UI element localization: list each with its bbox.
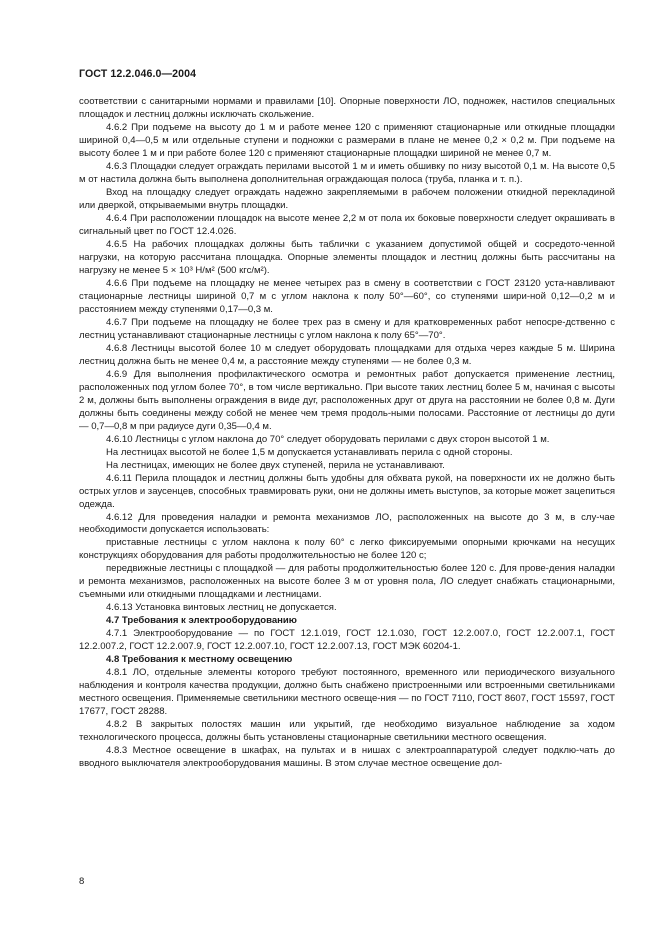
paragraph: передвижные лестницы с площадкой — для работы продолжительностью более 120 с. Для прове-дения наладки и ремонта механизмов, расположенных на высоте более 3 м от уровня пола, ЛО следует снабжать стационарными, съемными или откидными площадками и лестницами. [79, 563, 615, 601]
document-body [79, 96, 615, 771]
paragraph: 4.8.2 В закрытых полостях машин или укрытий, где необходимо визуальное наблюдение за ходом технологического процесса, должны быть установлены стационарные светильники местного освещения. [79, 719, 615, 744]
paragraph: приставные лестницы с углом наклона к полу 60° с легко фиксируемыми опорными крючками на несущих конструкциях оборудования для работы продолжительностью не более 120 с; [79, 537, 615, 562]
standard-header: ГОСТ 12.2.046.0—2004 [79, 68, 197, 80]
section-heading: 4.7 Требования к электрооборудованию [106, 615, 297, 627]
paragraph: 4.6.5 На рабочих площадках должны быть таблички с указанием допустимой общей и сосредото-ченной нагрузки, на которую рассчитана площадка. Опорные элементы площадок и лестниц должны быть рассчитаны на нагрузку не менее 5 × 10³ Н/м² (500 кгс/м²). [79, 238, 615, 276]
paragraph: 4.7.1 Электрооборудование — по ГОСТ 12.1.019, ГОСТ 12.1.030, ГОСТ 12.2.007.0, ГОСТ 12.2.007.1, ГОСТ 12.2.007.2, ГОСТ 12.2.007.9, ГОСТ 12.2.007.10, ГОСТ 12.2.007.13, ГОСТ МЭК 60204-1. [79, 628, 615, 653]
paragraph: На лестницах, имеющих не более двух ступеней, перила не устанавливают. [106, 459, 445, 471]
paragraph: 4.6.9 Для выполнения профилактического осмотра и ремонтных работ допускается применение лестниц, расположенных под углом более 70°, в том числе вертикально. При высоте таких лестниц более 5 м, начиная с высоты 2 м, должны быть выполнены ограждения в виде дуг, расположенных друг от друга на расстоянии не более 0,8 м. Дуги должны быть соединены между собой не менее чем тремя продоль-ными полосами. Расстояние от лестницы до дуги — 0,7—0,8 м при радиусе дуги 0,35—0,4 м. [79, 368, 615, 432]
paragraph: Вход на площадку следует ограждать надежно закрепляемыми в рабочем положении откидной перекладиной или дверкой, открываемыми внутрь площадки. [79, 186, 615, 211]
paragraph: 4.8.1 ЛО, отдельные элементы которого требуют постоянного, временного или периодического визуального наблюдения и контроля качества продукции, должно быть снабжено пристроенными или встроенными светильниками местного освещения. Применяемые светильники местного освеще-ния — по ГОСТ 7110, ГОСТ 8607, ГОСТ 15597, ГОСТ 17677, ГОСТ 28288. [79, 667, 615, 718]
paragraph: 4.6.11 Перила площадок и лестниц должны быть удобны для обхвата рукой, на поверхности их не должно быть острых углов и заусенцев, способных травмировать руки, они не должны иметь выступов, за которые может зацепиться одежда. [79, 472, 615, 510]
paragraph: 4.6.12 Для проведения наладки и ремонта механизмов ЛО, расположенных на высоте до 3 м, в слу-чае необходимости допускается использовать: [79, 511, 615, 536]
paragraph: 4.6.2 При подъеме на высоту до 1 м и работе менее 120 с применяют стационарные или откидные площадки шириной 0,4—0,5 м или отдельные ступени и подножки с размерами в плане не менее 0,2 × 0,2 м. При подъеме на высоту более 1 м и при работе более 120 с применяют стационарные площадки шириной не менее 0,7 м. [79, 121, 615, 159]
paragraph: 4.6.7 При подъеме на площадку не более трех раз в смену и для кратковременных работ непосре-дственно с лестниц устанавливают стационарные лестницы с углом наклона к полу 65°—70°. [79, 316, 615, 341]
paragraph: 4.6.3 Площадки следует ограждать перилами высотой 1 м и иметь обшивку по низу высотой 0,1 м. На высоте 0,5 м от настила должна быть выполнена дополнительная ограждающая полоса (труба, планка и т. п.). [79, 160, 615, 185]
paragraph: 4.6.10 Лестницы с углом наклона до 70° следует оборудовать перилами с двух сторон высотой 1 м. [106, 433, 550, 445]
page-number: 8 [79, 876, 85, 887]
section-heading: 4.8 Требования к местному освещению [106, 654, 293, 666]
paragraph: соответствии с санитарными нормами и правилами [10]. Опорные поверхности ЛО, подножек, настилов специальных площадок и лестниц должны исключать скольжение. [79, 96, 615, 120]
paragraph: 4.6.4 При расположении площадок на высоте менее 2,2 м от пола их боковые поверхности следует окрашивать в сигнальный цвет по ГОСТ 12.4.026. [79, 212, 615, 237]
paragraph: 4.6.13 Установка винтовых лестниц не допускается. [106, 602, 337, 614]
paragraph: На лестницах высотой не более 1,5 м допускается устанавливать перила с одной стороны. [106, 446, 513, 458]
paragraph: 4.6.6 При подъеме на площадку не менее четырех раз в смену в соответствии с ГОСТ 23120 уста-навливают стационарные лестницы шириной 0,7 м с углом наклона к полу 50°—60°, со ступенями шири-ной 0,12—0,2 м и расстоянием между ступенями 0,17—0,3 м. [79, 277, 615, 315]
paragraph: 4.8.3 Местное освещение в шкафах, на пультах и в нишах с электроаппаратурой следует подклю-чать до вводного выключателя электрооборудования машины. В этом случае местное освещение дол- [79, 745, 615, 770]
paragraph: 4.6.8 Лестницы высотой более 10 м следует оборудовать площадками для отдыха через каждые 5 м. Ширина лестниц должна быть не менее 0,4 м, а расстояние между ступенями — не более 0,3 м. [79, 342, 615, 367]
